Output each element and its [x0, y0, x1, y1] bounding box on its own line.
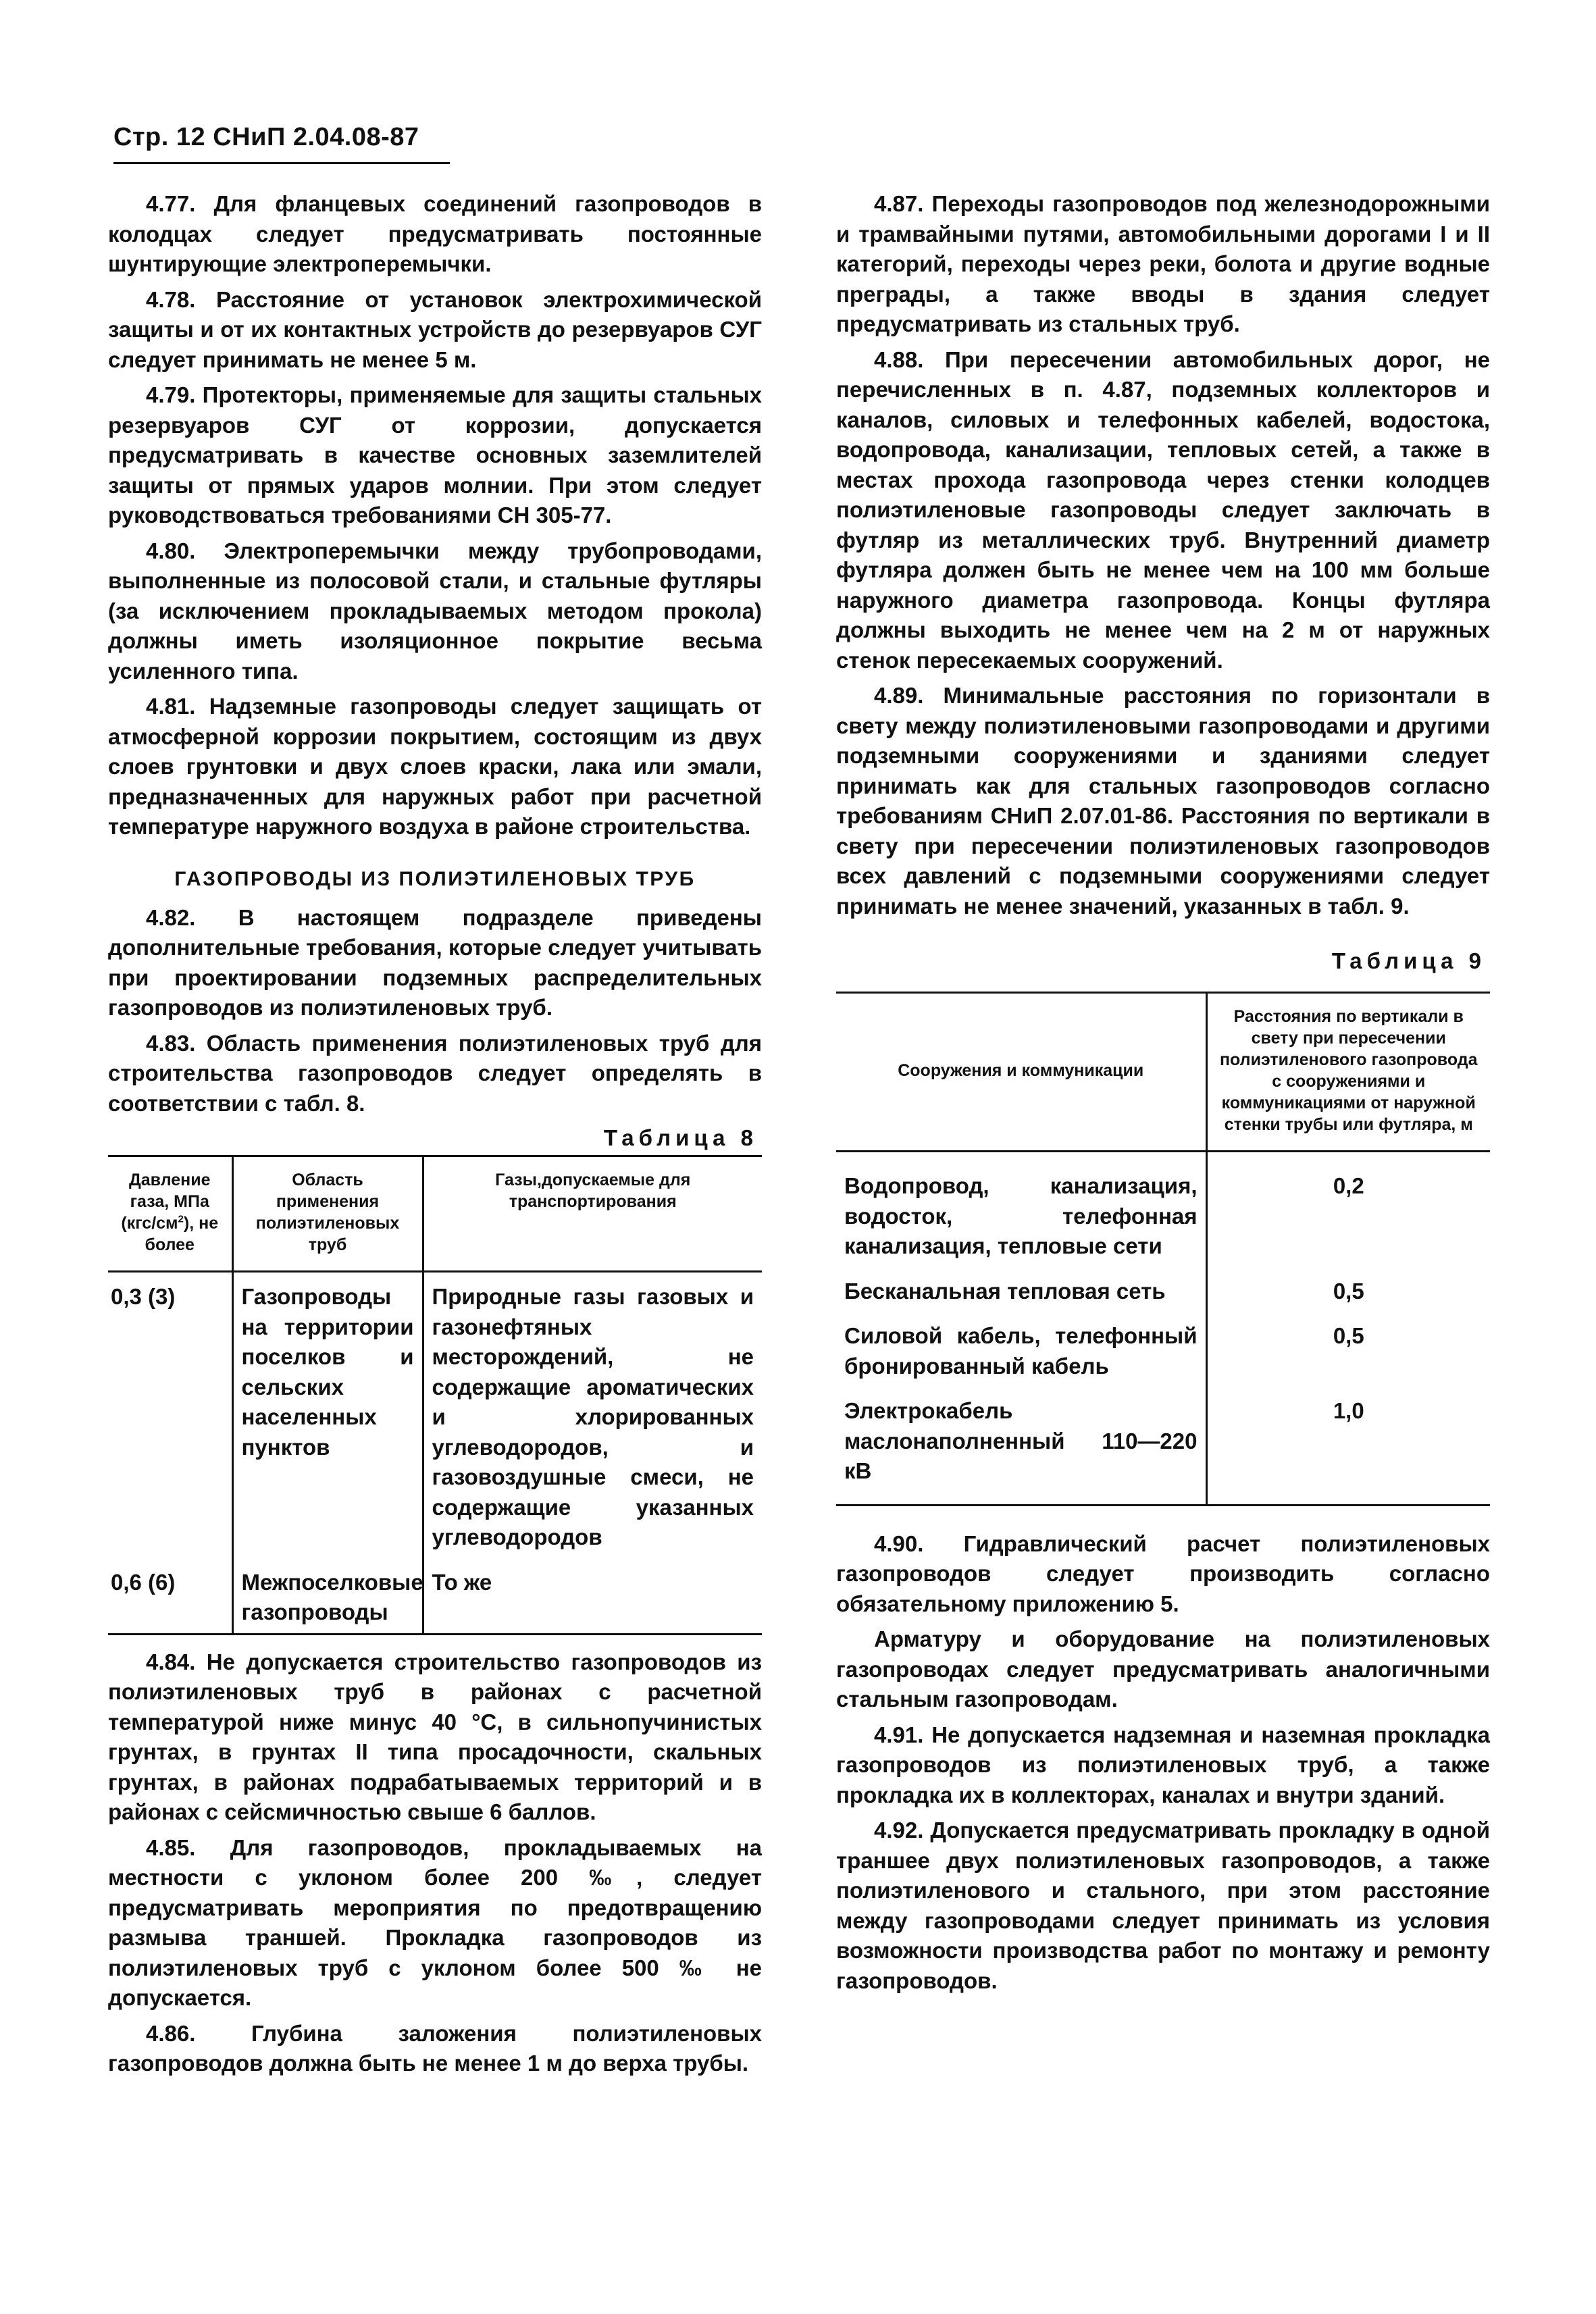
table-row: [836, 1387, 1490, 1505]
paragraph-text: Гидравлический расчет полиэтиленовых газопроводов следует производить согласно обязательному приложению 5.: [836, 1531, 1490, 1616]
paragraph-text: Надземные газопроводы следует защищать от атмосферной коррозии покрытием, состоящим из двух слоев грунтовки и двух слоев краски, лака или эмали, предназначенных для наружных работ при расчетной температуре наружного воздуха в районе строительства.: [108, 694, 762, 839]
header-pressure-text-end: ), не более: [145, 1214, 219, 1254]
cell-structure: Водопровод, канализация, водосток, телефонная канализация, тепловые сети: [836, 1152, 1206, 1267]
paragraph-number: 4.92.: [874, 1818, 924, 1843]
paragraph-4-90: [836, 1529, 1490, 1620]
paragraph-4-81: [108, 692, 762, 842]
cell-gases: То же: [423, 1558, 762, 1635]
paragraph-text: Для газопроводов, прокладываемых на местности с уклоном более 200 ‰, следует предусматривать мероприятия по предотвращению размыва траншей. Прокладка газопроводов из полиэтиленовых труб с уклоном более 500 ‰ не допускается.: [108, 1834, 762, 2010]
table-row: [836, 1152, 1490, 1267]
cell-structure: Электрокабель маслонаполненный 110—220 кВ: [836, 1387, 1206, 1505]
paragraph-number: 4.77.: [146, 191, 196, 216]
paragraph-text: Переходы газопроводов под железнодорожными и трамвайными путями, автомобильными дорогами I и II категорий, переходы через реки, болота и другие водные преграды, а также вводы в здания следует предусматривать из стальных труб.: [836, 191, 1490, 336]
cell-pressure: 0,3 (3): [108, 1272, 232, 1558]
cell-structure: Бесканальная тепловая сеть: [836, 1267, 1206, 1312]
header-pressure: [108, 1156, 232, 1272]
paragraph-4-88: [836, 345, 1490, 676]
header-distance: Расстояния по вертикали в свету при пересечении полиэтиленового газопровода с сооружениями и коммуникациями от наружной стенки трубы или футляра, м: [1206, 993, 1490, 1152]
paragraph-text: Арматуру и оборудование на полиэтиленовых газопроводах следует предусматривать аналогичными стальным газопроводам.: [836, 1626, 1490, 1712]
paragraph-text: Для фланцевых соединений газопроводов в колодцах следует предусматривать постоянные шунтирующие электроперемычки.: [108, 191, 762, 276]
paragraph-4-78: [108, 285, 762, 376]
table-header-row: [108, 1156, 762, 1272]
table-8: [108, 1155, 762, 1635]
header-pressure-superscript: 2: [178, 1213, 184, 1225]
right-column: [836, 189, 1490, 2001]
paragraph-number: 4.83.: [146, 1030, 196, 1056]
header-area: Область применения полиэтиленовых труб: [232, 1156, 423, 1272]
paragraph-text: Допускается предусматривать прокладку в одной траншее двух полиэтиленовых газопроводов, а также полиэтиленового и стального, при этом расстояние между газопроводами следует принимать из условия возможности производства работ по монтажу и ремонту газопроводов.: [836, 1818, 1490, 1993]
paragraph-number: 4.78.: [146, 286, 196, 312]
paragraph-number: 4.90.: [874, 1531, 924, 1556]
paragraph-text: Не допускается строительство газопроводов из полиэтиленовых труб в районах с расчетной температурой ниже минус 40 °С, в сильнопучинистых грунтах, в грунтах II типа просадочности, скальных грунтах, в районах подрабатываемых территорий и в районах с сейсмичностью свыше 6 баллов.: [108, 1649, 762, 1824]
table-header-row: [836, 993, 1490, 1152]
paragraph-number: 4.82.: [146, 904, 196, 930]
paragraph-text: Область применения полиэтиленовых труб для строительства газопроводов следует определять в соответствии с табл. 8.: [108, 1030, 762, 1116]
paragraph-text: Протекторы, применяемые для защиты стальных резервуаров СУГ от коррозии, допускается предусматривать в качестве основных заземлителей защиты от прямых ударов молнии. При этом следует руководствоваться требованиями СН 305-77.: [108, 382, 762, 528]
left-column: [108, 189, 762, 2084]
paragraph-4-80: [108, 536, 762, 687]
paragraph-text: Электроперемычки между трубопроводами, выполненные из полосовой стали, и стальные футляры (за исключением прокладываемых методом прокола) должны иметь изоляционное покрытие весьма усиленного типа.: [108, 538, 762, 684]
page-header: Стр. 12 СНиП 2.04.08-87: [113, 123, 419, 151]
paragraph-number: 4.85.: [146, 1834, 196, 1860]
header-rule: [113, 162, 450, 164]
header-pressure-text: Давление газа, МПа (кгс/см: [121, 1171, 211, 1233]
paragraph-4-86: [108, 2019, 762, 2079]
cell-distance: 0,2: [1333, 1173, 1364, 1198]
paragraph-number: 4.81.: [146, 694, 196, 719]
paragraph-number: 4.86.: [146, 2020, 196, 2046]
paragraph-text: При пересечении автомобильных дорог, не перечисленных в п. 4.87, подземных коллекторов и каналов, силовых и телефонных кабелей, водостока, водопровода, канализации, тепловых сетей, а также в местах прохода газопровода через стенки колодцев полиэтиленовые газопроводы следует заключать в футляр из металлических труб. Внутренний диаметр футляра должен быть не менее чем на 100 мм больше наружного диаметра газопровода. Концы футляра должны выходить не менее чем на 2 м от наружных стенок пересекаемых сооружений.: [836, 346, 1490, 673]
cell-distance: 1,0: [1206, 1387, 1490, 1505]
paragraph-4-87: [836, 189, 1490, 340]
paragraph-4-83: [108, 1029, 762, 1119]
table-8-caption: Таблица 8: [603, 1125, 758, 1150]
paragraph-text: Не допускается надземная и наземная прокладка газопроводов из полиэтиленовых труб, а также прокладка их в коллекторах, каналах и внутри зданий.: [836, 1722, 1490, 1807]
paragraph-4-89: [836, 681, 1490, 921]
cell-structure: Силовой кабель, телефонный бронированный кабель: [836, 1312, 1206, 1387]
paragraph-text: В настоящем подразделе приведены дополнительные требования, которые следует учитывать при проектировании подземных распределительных газопроводов из полиэтиленовых труб.: [108, 904, 762, 1020]
paragraph-text: Минимальные расстояния по горизонтали в свету между полиэтиленовыми газопроводами и другими подземными сооружениями и зданиями следует принимать как для стальных газопроводов согласно требованиям СНиП 2.07.01-86. Расстояния по вертикали в свету при пересечении полиэтиленовых газопроводов всех давлений с подземными сооружениями следует принимать не менее значений, указанных в табл. 9.: [836, 683, 1490, 919]
paragraph-text: Глубина заложения полиэтиленовых газопроводов должна быть не менее 1 м до верха трубы.: [108, 2020, 762, 2076]
table-row: [836, 1267, 1490, 1312]
paragraph-4-84: [108, 1647, 762, 1828]
table-9: [836, 992, 1490, 1506]
paragraph-4-91: [836, 1720, 1490, 1811]
cell-gases: Природные газы газовых и газонефтяных месторождений, не содержащие ароматических и хлорированных углеводородов, и газовоздушные смеси, не содержащие указанных углеводородов: [432, 1284, 754, 1549]
table-row: [836, 1312, 1490, 1387]
paragraph-4-90-continued: [836, 1624, 1490, 1715]
paragraph-4-79: [108, 380, 762, 531]
table-row: [108, 1272, 762, 1558]
cell-area: Межпоселковые газопроводы: [232, 1558, 423, 1635]
paragraph-number: 4.84.: [146, 1649, 196, 1674]
paragraph-4-85: [108, 1833, 762, 2013]
paragraph-number: 4.88.: [874, 346, 924, 372]
table-row: [108, 1558, 762, 1635]
paragraph-4-92: [836, 1816, 1490, 1996]
header-structures: Сооружения и коммуникации: [836, 993, 1206, 1152]
paragraph-4-82: [108, 903, 762, 1023]
cell-pressure: 0,6 (6): [108, 1558, 232, 1635]
paragraph-number: 4.79.: [146, 382, 196, 407]
table-9-caption: Таблица 9: [1331, 948, 1486, 973]
paragraph-number: 4.87.: [874, 191, 924, 216]
section-heading: ГАЗОПРОВОДЫ ИЗ ПОЛИЭТИЛЕНОВЫХ ТРУБ: [174, 867, 696, 890]
paragraph-number: 4.89.: [874, 683, 924, 708]
paragraph-4-77: [108, 189, 762, 280]
header-gases: Газы,допускаемые для транспортирования: [423, 1156, 762, 1272]
paragraph-number: 4.80.: [146, 538, 196, 563]
cell-distance: 0,5: [1333, 1278, 1364, 1304]
cell-distance: 0,5: [1333, 1323, 1364, 1348]
paragraph-number: 4.91.: [874, 1722, 924, 1747]
cell-area: Газопроводы на территории поселков и сельских населенных пунктов: [232, 1272, 423, 1558]
paragraph-text: Расстояние от установок электрохимической защиты и от их контактных устройств до резервуаров СУГ следует принимать не менее 5 м.: [108, 286, 762, 372]
